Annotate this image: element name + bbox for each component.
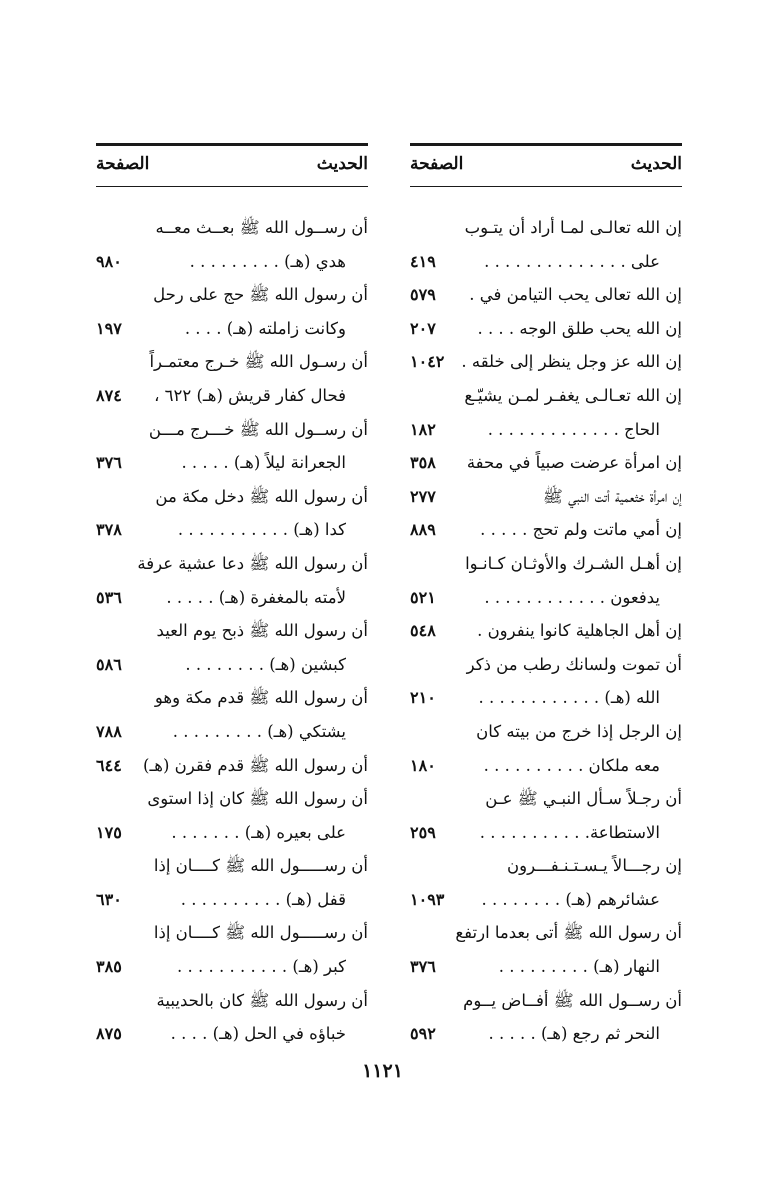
page-ref: ٤١٩ — [410, 251, 436, 271]
index-row — [96, 581, 368, 615]
index-row — [410, 245, 682, 279]
hadith-text: أن رسول الله ﷺ كان إذا استوى — [147, 789, 368, 809]
index-row — [96, 345, 368, 379]
right-column — [410, 143, 682, 1051]
page-ref: ٨٨٩ — [410, 520, 436, 540]
index-row — [410, 614, 682, 648]
index-row — [410, 950, 682, 984]
hadith-text: خباؤه في الحل (هـ) . . . . — [170, 1024, 346, 1044]
hadith-heading: الحديث — [630, 154, 682, 174]
hadith-text: إن أهـل الشـرك والأوثـان كـانـوا — [465, 553, 682, 573]
hadith-text: معه ملكان . . . . . . . . . . — [483, 755, 660, 775]
hadith-text: أن رسول الله ﷺ قدم فقرن (هـ) — [143, 755, 368, 775]
hadith-text: عشائرهم (هـ) . . . . . . . . — [481, 889, 660, 909]
hadith-text: أن رسول الله ﷺ كان بالحديبية — [156, 990, 368, 1010]
hadith-text: إن امرأة عرضت صبياً في محفة — [466, 453, 682, 473]
hadith-text: هدي (هـ) . . . . . . . . . — [189, 251, 346, 271]
index-row — [410, 782, 682, 816]
page-ref: ٦٤٤ — [96, 755, 122, 775]
hadith-text: الاستطاعة. . . . . . . . . . . — [479, 822, 660, 842]
index-row — [410, 547, 682, 581]
page-ref: ٨٧٥ — [96, 1024, 122, 1044]
page-ref: ٦٣٠ — [96, 889, 122, 909]
hadith-text: إن الله يحب طلق الوجه . . . . — [477, 318, 682, 338]
hadith-text: أن رسول الله ﷺ دعا عشية عرفة — [137, 553, 368, 573]
index-row — [410, 648, 682, 682]
index-entries — [410, 211, 682, 1051]
hadith-text: النهار (هـ) . . . . . . . . . — [498, 957, 660, 977]
hadith-text: النحر ثم رجع (هـ) . . . . . — [488, 1024, 660, 1044]
hadith-text: أن رجـلاً سـأل النبـي ﷺ عـن — [485, 789, 682, 809]
index-row — [96, 480, 368, 514]
page-heading: الصفحة — [96, 154, 150, 174]
hadith-text: الحاج . . . . . . . . . . . . . — [487, 419, 660, 439]
hadith-text: وكانت زاملته (هـ) . . . . — [184, 318, 346, 338]
page-ref: ٥٣٦ — [96, 587, 122, 607]
index-row — [410, 480, 682, 514]
index-row — [410, 379, 682, 413]
index-row — [96, 614, 368, 648]
index-row — [96, 379, 368, 413]
hadith-text: أن رســول الله ﷺ بعــث معــه — [155, 218, 368, 237]
page-ref: ٩٨٠ — [96, 251, 122, 271]
index-row — [96, 513, 368, 547]
index-row — [410, 916, 682, 950]
index-row — [96, 681, 368, 715]
hadith-text: أن رسول الله ﷺ أتى بعدما ارتفع — [455, 923, 682, 943]
column-header — [96, 146, 368, 176]
hadith-text: الجعرانة ليلاً (هـ) . . . . . — [181, 453, 346, 473]
index-row — [410, 816, 682, 850]
hadith-text: إن الرجل إذا خرج من بيته كان — [476, 721, 682, 741]
index-row — [96, 715, 368, 749]
hadith-text: يشتكي (هـ) . . . . . . . . . — [172, 721, 346, 741]
page-ref: ٢٥٩ — [410, 822, 436, 842]
index-row — [96, 278, 368, 312]
column-header — [410, 146, 682, 176]
index-row — [96, 916, 368, 950]
page-ref: ٢٠٧ — [410, 318, 436, 338]
index-row — [96, 413, 368, 447]
header-rule — [410, 186, 682, 187]
index-row — [410, 278, 682, 312]
page-ref: ٣٧٦ — [96, 453, 122, 473]
page-ref: ٨٧٤ — [96, 385, 122, 405]
hadith-text: إن امرأة خثعمية أتت النبي ﷺ — [542, 486, 682, 506]
index-row — [96, 782, 368, 816]
index-row — [96, 245, 368, 279]
index-row — [96, 950, 368, 984]
hadith-text: أن رســـــول الله ﷺ كــــان إذا — [153, 856, 368, 876]
index-row — [96, 446, 368, 480]
page-ref: ١٩٧ — [96, 318, 122, 338]
hadith-text: إن الله تعـالـى يغفـر لمـن يشيّـع — [464, 385, 682, 405]
hadith-text: أن رســـــول الله ﷺ كــــان إذا — [153, 923, 368, 943]
page-ref: ٢١٠ — [410, 688, 436, 708]
hadith-text: كبر (هـ) . . . . . . . . . . . — [177, 957, 346, 977]
page-ref: ٣٥٨ — [410, 453, 436, 473]
hadith-text: كدا (هـ) . . . . . . . . . . . — [177, 520, 346, 540]
index-row — [410, 715, 682, 749]
page-ref: ٥٤٨ — [410, 621, 436, 641]
hadith-text: إن رجـــالاً يـسـتـنـفـــرون — [507, 856, 682, 876]
index-row — [410, 849, 682, 883]
hadith-text: أن تموت ولسانك رطب من ذكر — [466, 654, 682, 674]
page-ref: ٥٨٦ — [96, 654, 122, 674]
page-ref: ١٠٤٢ — [410, 352, 445, 372]
index-row — [410, 581, 682, 615]
index-row — [96, 211, 368, 245]
hadith-text: أن رسول الله ﷺ قدم مكة وهو — [154, 688, 368, 708]
page-ref: ٢٧٧ — [410, 486, 436, 506]
hadith-text: على . . . . . . . . . . . . . . — [484, 251, 660, 271]
hadith-text: أن رســول الله ﷺ خـــرج مـــن — [148, 419, 368, 439]
index-row — [96, 648, 368, 682]
hadith-text: قفل (هـ) . . . . . . . . . . — [180, 889, 346, 909]
page-ref: ١٨٠ — [410, 755, 436, 775]
page-ref: ١٧٥ — [96, 822, 122, 842]
index-row — [96, 849, 368, 883]
hadith-text: أن رسـول الله ﷺ خـرج معتمـراً — [149, 352, 368, 372]
left-column — [96, 143, 368, 1051]
header-rule — [96, 186, 368, 187]
index-row — [410, 1017, 682, 1051]
page-ref: ٥٢١ — [410, 587, 436, 607]
index-row — [96, 984, 368, 1018]
page-ref: ٧٨٨ — [96, 721, 122, 741]
index-row — [410, 681, 682, 715]
hadith-text: أن رسول الله ﷺ دخل مكة من — [155, 486, 368, 506]
page-ref: ٥٩٢ — [410, 1024, 436, 1044]
hadith-text: على بعيره (هـ) . . . . . . . — [171, 822, 346, 842]
index-row — [410, 345, 682, 379]
index-row — [96, 816, 368, 850]
hadith-text: إن الله تعالـى لمـا أراد أن يتـوب — [464, 218, 682, 237]
hadith-text: إن أهل الجاهلية كانوا ينفرون . — [477, 621, 682, 641]
hadith-text: إن الله عز وجل ينظر إلى خلقه . — [461, 352, 682, 372]
page-ref: ١٨٢ — [410, 419, 436, 439]
index-row — [410, 312, 682, 346]
hadith-text: أن رسول الله ﷺ حج على رحل — [153, 285, 368, 305]
page-ref: ٣٨٥ — [96, 957, 122, 977]
index-entries — [96, 211, 368, 1051]
hadith-text: يدفعون . . . . . . . . . . . . — [484, 587, 660, 607]
index-row — [96, 883, 368, 917]
index-row — [96, 749, 368, 783]
index-row — [96, 312, 368, 346]
index-row — [410, 883, 682, 917]
page-number: ١١٢١ — [362, 1060, 403, 1082]
hadith-text: الله (هـ) . . . . . . . . . . . . — [478, 688, 660, 708]
index-row — [410, 211, 682, 245]
hadith-text: لأمته بالمغفرة (هـ) . . . . . — [166, 587, 346, 607]
index-row — [96, 1017, 368, 1051]
page-ref: ٣٧٨ — [96, 520, 122, 540]
hadith-text: أن رســول الله ﷺ أفــاض يــوم — [463, 990, 682, 1010]
hadith-text: إن الله تعالى يحب التيامن في . — [469, 285, 682, 305]
index-row — [410, 413, 682, 447]
hadith-text: كبشين (هـ) . . . . . . . . — [185, 654, 346, 674]
page-ref: ٣٧٦ — [410, 957, 436, 977]
hadith-text: فحال كفار قريش (هـ) ٦٢٢ ، — [154, 385, 346, 405]
index-row — [410, 749, 682, 783]
hadith-text: إن أمي ماتت ولم تحج . . . . . — [480, 520, 682, 540]
index-row — [410, 446, 682, 480]
page-ref: ١٠٩٣ — [410, 889, 445, 909]
index-row — [96, 547, 368, 581]
index-row — [410, 513, 682, 547]
page-heading: الصفحة — [410, 154, 464, 174]
hadith-heading: الحديث — [316, 154, 368, 174]
hadith-text: أن رسول الله ﷺ ذبح يوم العيد — [156, 621, 368, 641]
page-ref: ٥٧٩ — [410, 285, 436, 305]
index-row — [410, 984, 682, 1018]
